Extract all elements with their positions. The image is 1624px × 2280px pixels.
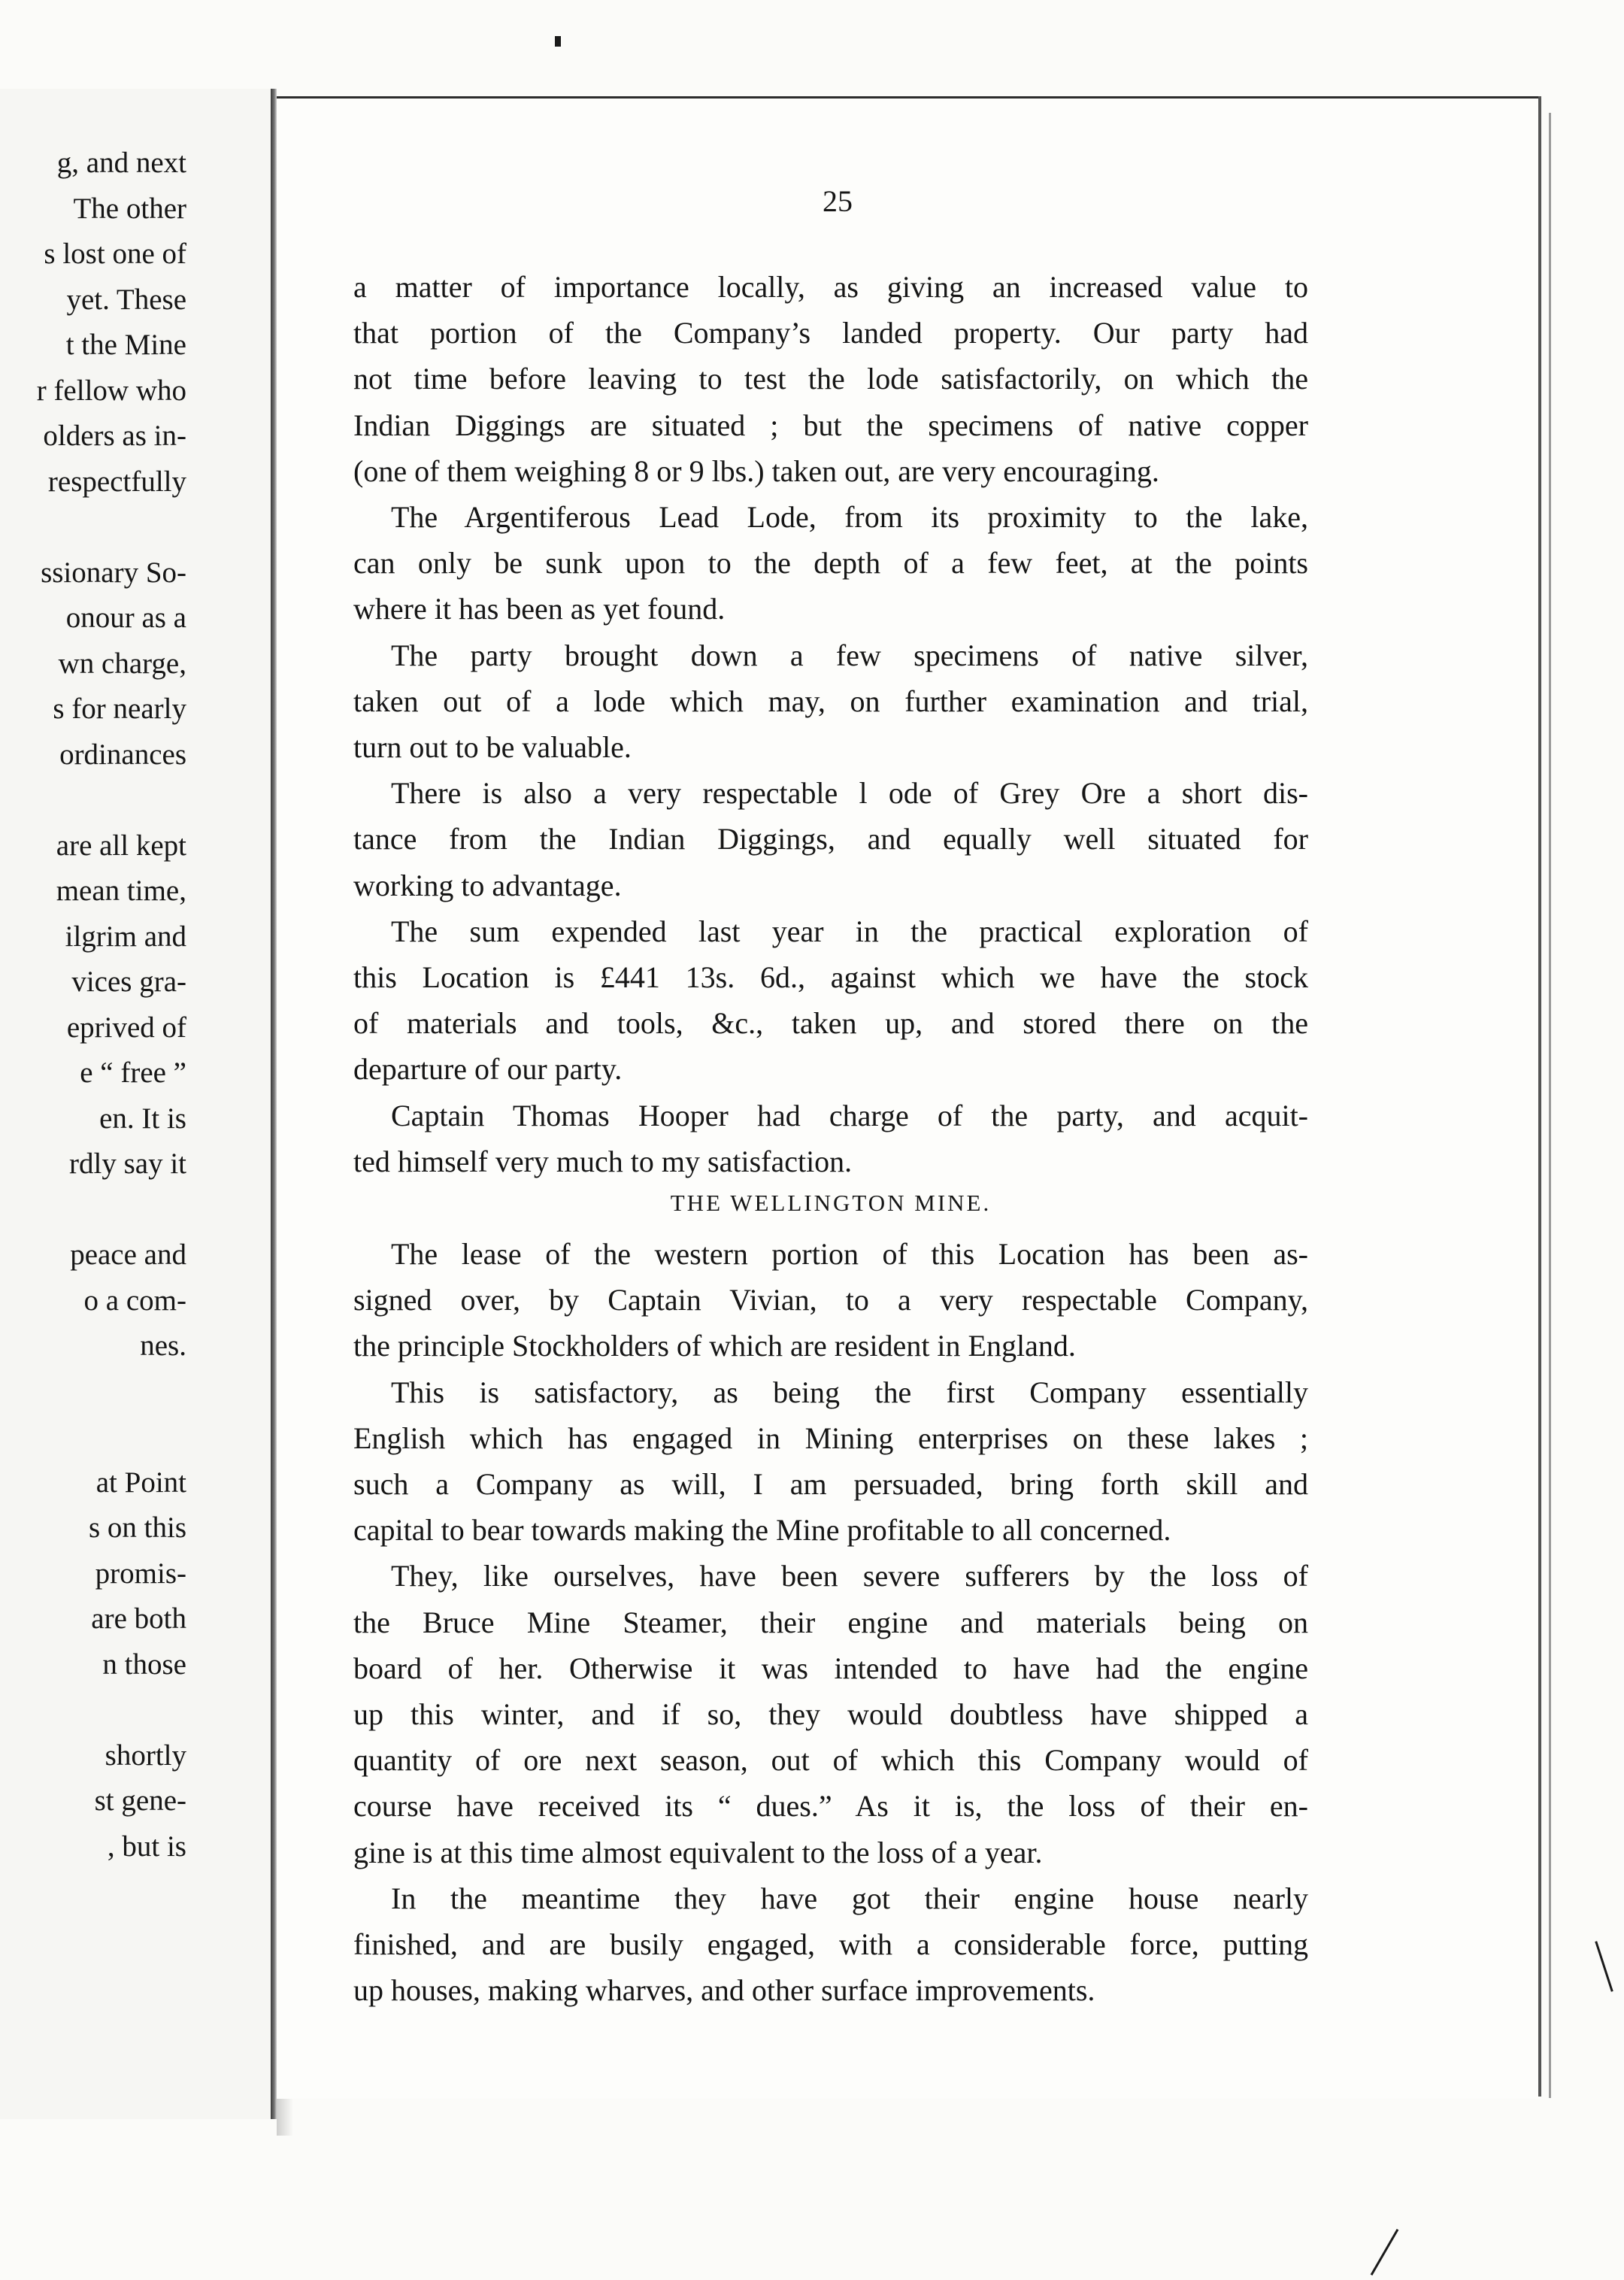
previous-page-line: at Point bbox=[95, 1466, 186, 1499]
text-line: signed over, by Captain Vivian, to a very respectable Company, bbox=[353, 1283, 1308, 1317]
previous-page-line: nes. bbox=[140, 1329, 186, 1362]
text-line: capital to bear towards making the Mine profitable to all concerned. bbox=[353, 1513, 1171, 1548]
previous-page-line: s on this bbox=[88, 1511, 186, 1544]
text-line: finished, and are busily engaged, with a considerable force, putting bbox=[353, 1927, 1308, 1961]
previous-page-line: olders as in- bbox=[43, 420, 186, 452]
text-line: The Argentiferous Lead Lode, from its proximity to the lake, bbox=[391, 500, 1308, 534]
previous-page-line: peace and bbox=[70, 1239, 186, 1271]
text-line: taken out of a lode which may, on further examination and trial, bbox=[353, 684, 1308, 718]
previous-page-line: ilgrim and bbox=[65, 920, 186, 953]
previous-page-line: , but is bbox=[107, 1830, 186, 1863]
previous-page-line: promis- bbox=[95, 1557, 186, 1590]
previous-page-line: s for nearly bbox=[53, 693, 186, 725]
text-line: working to advantage. bbox=[353, 868, 622, 902]
section-heading: THE WELLINGTON MINE. bbox=[670, 1190, 992, 1216]
previous-page-line: r fellow who bbox=[36, 374, 186, 407]
page-number: 25 bbox=[823, 184, 853, 218]
text-line: departure of our party. bbox=[353, 1052, 623, 1087]
text-line: English which has engaged in Mining enterprises on these lakes ; bbox=[353, 1420, 1308, 1455]
text-line: The party brought down a few specimens of native silver, bbox=[391, 638, 1308, 672]
text-line: gine is at this time almost equivalent to the loss of a year. bbox=[353, 1835, 1043, 1869]
text-line: The sum expended last year in the practical exploration of bbox=[391, 914, 1308, 948]
text-line: the principle Stockholders of which are resident in England. bbox=[353, 1329, 1076, 1363]
text-line: Indian Diggings are situated ; but the specimens of native copper bbox=[353, 408, 1308, 442]
page-edge-inner bbox=[1549, 113, 1551, 2098]
previous-page-line: g, and next bbox=[56, 147, 186, 179]
text-line: Captain Thomas Hooper had charge of the party, and acquit- bbox=[391, 1098, 1308, 1132]
text-line: The lease of the western portion of this Location has been as- bbox=[391, 1237, 1308, 1271]
previous-page-line: rdly say it bbox=[69, 1148, 186, 1180]
scan-scratch bbox=[1371, 2229, 1399, 2275]
text-line: a matter of importance locally, as giving an increased value to bbox=[353, 270, 1308, 304]
previous-page-line: mean time, bbox=[56, 875, 186, 907]
text-line: This is satisfactory, as being the first Company essentially bbox=[391, 1375, 1308, 1409]
text-line: (one of them weighing 8 or 9 lbs.) taken out, are very encouraging. bbox=[353, 453, 1159, 488]
scan-scratch bbox=[1595, 1941, 1613, 1992]
text-line: up this winter, and if so, they would doubtless have shipped a bbox=[353, 1697, 1308, 1731]
text-line: turn out to be valuable. bbox=[353, 730, 632, 764]
previous-page-line: e “ free ” bbox=[80, 1057, 186, 1089]
previous-page-line: respectfully bbox=[47, 465, 186, 498]
page-edge bbox=[1538, 96, 1541, 2097]
text-line: the Bruce Mine Steamer, their engine and materials being on bbox=[353, 1605, 1308, 1639]
text-line: ted himself very much to my satisfaction. bbox=[353, 1144, 853, 1178]
previous-page-line: are both bbox=[91, 1602, 186, 1635]
book-gutter bbox=[271, 89, 277, 2119]
previous-page-line: st gene- bbox=[94, 1784, 186, 1817]
text-line: not time before leaving to test the lode satisfactorily, on which the bbox=[353, 362, 1308, 396]
text-line: of materials and tools, &c., taken up, and stored there on the bbox=[353, 1006, 1308, 1041]
previous-page-line: yet. These bbox=[66, 283, 186, 316]
previous-page-line: are all kept bbox=[56, 829, 186, 862]
previous-page-line: wn charge, bbox=[58, 647, 186, 680]
text-line: up houses, making wharves, and other surface improvements. bbox=[353, 1973, 1095, 2008]
text-line: where it has been as yet found. bbox=[353, 592, 726, 626]
text-line: tance from the Indian Diggings, and equally well situated for bbox=[353, 822, 1308, 857]
scan-speck bbox=[555, 36, 561, 47]
text-line: board of her. Otherwise it was intended to have had the engine bbox=[353, 1651, 1308, 1685]
previous-page-line: onour as a bbox=[65, 602, 186, 634]
text-line: this Location is £441 13s. 6d., against which we have the stock bbox=[353, 960, 1308, 994]
previous-page-line: ordinances bbox=[59, 738, 186, 771]
previous-page-line: The other bbox=[73, 192, 186, 225]
previous-page-line: s lost one of bbox=[44, 238, 186, 270]
previous-page-line: ssionary So- bbox=[41, 556, 186, 589]
previous-page-line: en. It is bbox=[99, 1102, 186, 1135]
text-line: can only be sunk upon to the depth of a few feet, at the points bbox=[353, 546, 1308, 581]
text-line: There is also a very respectable l ode of Grey Ore a short dis- bbox=[391, 776, 1308, 811]
text-line: course have received its “ dues.” As it is, the loss of their en- bbox=[353, 1789, 1308, 1824]
previous-page-line: eprived of bbox=[66, 1011, 186, 1044]
text-line: In the meantime they have got their engine house nearly bbox=[391, 1881, 1308, 1915]
previous-page-line: shortly bbox=[105, 1739, 186, 1772]
text-line: They, like ourselves, have been severe sufferers by the loss of bbox=[391, 1559, 1308, 1593]
previous-page bbox=[0, 89, 271, 2119]
previous-page-line: n those bbox=[102, 1648, 186, 1681]
text-line: that portion of the Company’s landed property. Our party had bbox=[353, 316, 1308, 350]
text-line: such a Company as will, I am persuaded, bring forth skill and bbox=[353, 1467, 1308, 1501]
text-line: quantity of ore next season, out of which this Company would of bbox=[353, 1743, 1308, 1778]
previous-page-line: t the Mine bbox=[65, 329, 186, 361]
previous-page-line: o a com- bbox=[83, 1284, 186, 1317]
previous-page-line: vices gra- bbox=[71, 966, 186, 998]
